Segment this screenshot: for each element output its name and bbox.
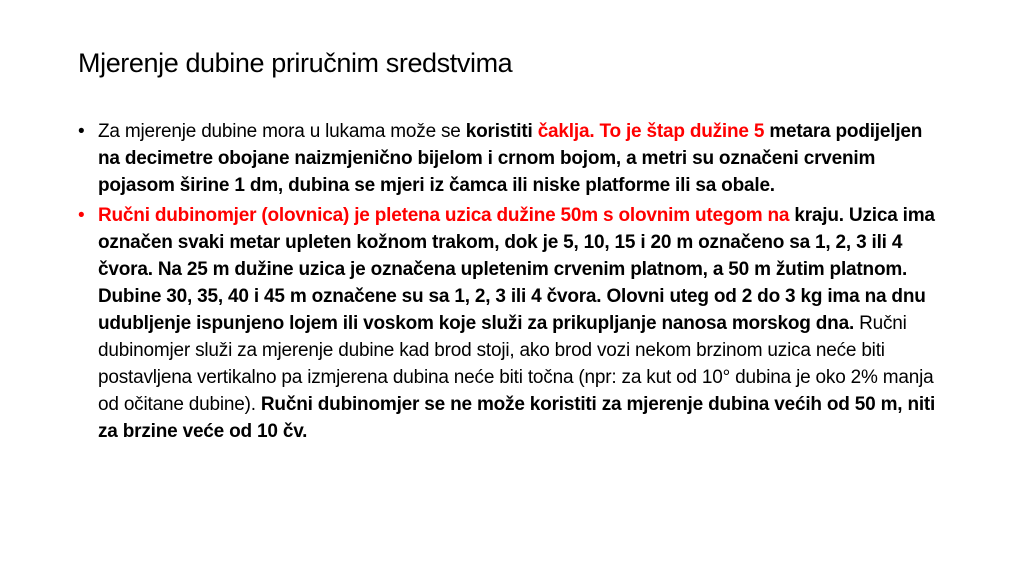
bullet2-bold-end-text: Ručni dubinomjer se ne može koristiti za mjerenje dubina većih od 50 m, niti za brzine veće od 10 čv. (98, 394, 936, 442)
bullet2-regular-text: Ručni dubinomjer služi za mjerenje dubine kad brod stoji, ako brod vozi nekom brzinom uzica neće biti postavljena vertikalno pa izmjerena dubina neće biti točna (npr: za kut od 10° dubina je oko 2% manja od očitane dubine). (98, 313, 934, 415)
bullet2-bold-text: kraju. Uzica ima označen svaki metar upleten kožnom trakom, dok je 5, 10, 15 i 20 m označeno sa 1, 2, 3 ili 4 čvora. Na 25 m dužine uzica je označena upletenim crvenim platnom, a 50 m žutim platnom. Dubine 30, 35, 40 i 45 m označene su sa 1, 2, 3 ili 4 čvora. Olovni uteg od 2 do 3 kg ima na dnu udubljenje ispunjeno lojem ili voskom koje služi za prikupljanje nanosa morskog dna. (98, 205, 935, 334)
slide-title: Mjerenje dubine priručnim sredstvima (78, 48, 513, 78)
bullet1-regular-text: Za mjerenje dubine mora u lukama može se (98, 121, 466, 142)
bullet1-bold-text: koristiti (465, 121, 533, 142)
bullet1-bold-rest-text: metara podijeljen na decimetre obojane naizmjenično bijelom i crnom bojom, a metri su označeni crvenim pojasom širine 1 dm, dubina se mjeri iz čamca ili niske platforme ili sa obale. (98, 121, 923, 196)
bullet-dot-icon: • (78, 121, 85, 142)
bullet-list (78, 118, 948, 445)
bullet1-highlight-text: čaklja. To je štap dužine 5 (537, 121, 765, 142)
bullet-item-caklja (78, 118, 948, 199)
bullet-item-olovnica (78, 202, 948, 445)
bullet2-highlight-text: Ručni dubinomjer (olovnica) je pletena uzica dužine 50m s olovnim utegom na (98, 205, 790, 226)
bullet-dot-icon: • (78, 205, 85, 226)
